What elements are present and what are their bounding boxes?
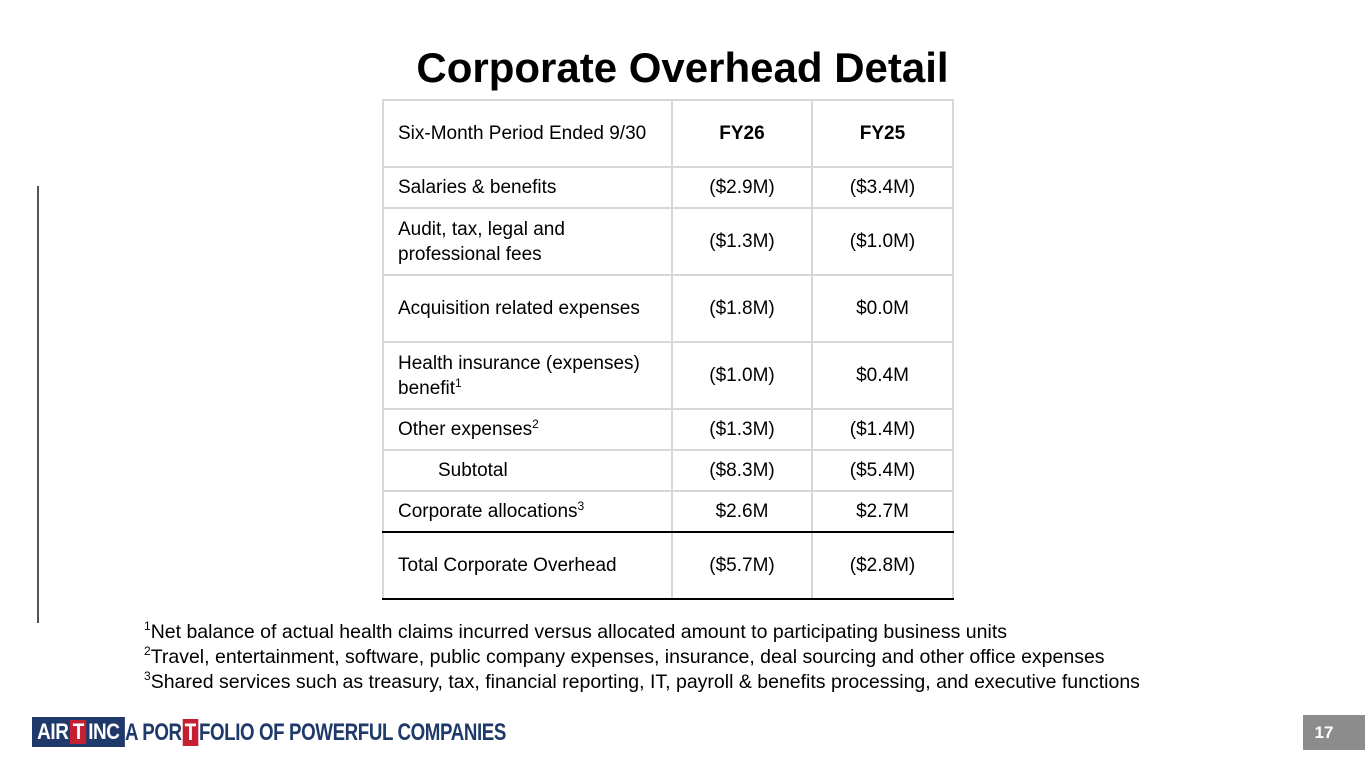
footnote: $^1$Net balance of actual health claims incurred versus allocated amount to participating business units [144,619,1007,643]
row-label: Corporate allocations$^3$ [383,491,672,532]
footnote: $^2$Travel, entertainment, software, public company expenses, insurance, deal sourcing and other office expenses [144,644,1105,668]
table-row [383,409,953,450]
row-label: Total Corporate Overhead [383,532,672,599]
row-fy25: ($2.8M) [812,532,953,599]
page-number-badge: 17 [1303,715,1365,750]
table-row [383,167,953,208]
subtotal-row [383,450,953,491]
row-label: Audit, tax, legal and professional fees [383,208,672,275]
table-row [383,491,953,532]
row-label: Salaries & benefits [383,167,672,208]
footnote-ref: 3 [577,499,585,513]
row-fy25: ($5.4M) [812,450,953,491]
row-fy26: ($1.0M) [672,342,812,409]
row-fy26: ($8.3M) [672,450,812,491]
footnote: $^3$Shared services such as treasury, tax, financial reporting, IT, payroll & benefits processing, and executive functions [144,669,1140,693]
row-fy26: ($1.3M) [672,208,812,275]
row-fy25: ($1.0M) [812,208,953,275]
row-fy26: ($1.8M) [672,275,812,342]
row-label: Other expenses$^2$ [383,409,672,450]
header-fy26: FY26 [672,100,812,167]
row-fy25: $0.0M [812,275,953,342]
row-fy26: ($5.7M) [672,532,812,599]
footnote-ref: 2 [532,417,539,431]
table-row [383,275,953,342]
side-rule-divider [37,186,39,623]
total-row [383,532,953,599]
table-header-row [383,100,953,167]
row-label: Acquisition related expenses [383,275,672,342]
table-row [383,208,953,275]
page-title: Corporate Overhead Detail [416,44,949,91]
row-fy26: ($2.9M) [672,167,812,208]
footnote-ref: 1 [455,375,462,390]
header-period-label: Six-Month Period Ended 9/30 [383,100,672,167]
footer-tagline: A POR T FOLIO OF POWERFUL COMPANIES [125,719,506,746]
row-fy26: $2.6M [672,491,812,532]
row-fy25: ($3.4M) [812,167,953,208]
row-fy26: ($1.3M) [672,409,812,450]
footnotes [144,620,1140,695]
company-logo: AIR T INC [32,717,140,747]
table-row [383,342,953,409]
overhead-table [382,99,954,600]
row-fy25: ($1.4M) [812,409,953,450]
row-fy25: $0.4M [812,342,953,409]
header-fy25: FY25 [812,100,953,167]
row-fy25: $2.7M [812,491,953,532]
row-label: Health insurance (expenses) benefit$^1$ [383,342,672,409]
row-label: Subtotal [383,450,672,491]
